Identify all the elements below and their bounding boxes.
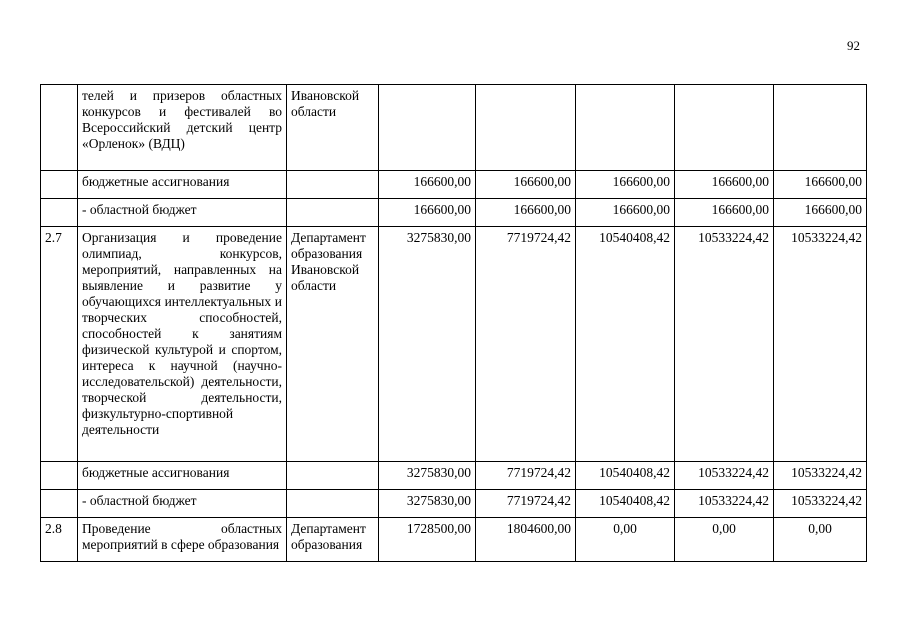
description-cell: телей и призеров областных конкурсов и фестивалей во Всероссийский детский центр «Орленок» (ВДЦ) [78, 85, 287, 171]
value-cell: 166600,00 [476, 171, 576, 199]
value-cell [379, 85, 476, 171]
row-number-cell [41, 462, 78, 490]
value-cell: 0,00 [576, 518, 675, 562]
value-cell: 166600,00 [675, 199, 774, 227]
value-cell: 0,00 [774, 518, 867, 562]
value-cell: 166600,00 [476, 199, 576, 227]
value-cell: 7719724,42 [476, 227, 576, 462]
row-number-cell [41, 171, 78, 199]
value-cell: 3275830,00 [379, 462, 476, 490]
value-cell: 10533224,42 [774, 227, 867, 462]
table-row [41, 462, 867, 490]
value-cell: 7719724,42 [476, 462, 576, 490]
description-cell: бюджетные ассигнования [78, 462, 287, 490]
table-row [41, 518, 867, 562]
value-cell: 1804600,00 [476, 518, 576, 562]
value-cell: 166600,00 [379, 171, 476, 199]
row-number-cell: 2.7 [41, 227, 78, 462]
executor-cell: Департамент образования [287, 518, 379, 562]
table-row [41, 227, 867, 462]
value-cell: 10533224,42 [774, 462, 867, 490]
description-cell: бюджетные ассигнования [78, 171, 287, 199]
value-cell: 10533224,42 [675, 227, 774, 462]
row-number-cell [41, 490, 78, 518]
table-row [41, 85, 867, 171]
value-cell: 10540408,42 [576, 462, 675, 490]
executor-cell [287, 171, 379, 199]
executor-cell [287, 199, 379, 227]
description-cell: Проведение областных мероприятий в сфере образования [78, 518, 287, 562]
value-cell: 7719724,42 [476, 490, 576, 518]
value-cell: 10540408,42 [576, 227, 675, 462]
value-cell: 166600,00 [675, 171, 774, 199]
value-cell: 3275830,00 [379, 227, 476, 462]
executor-cell [287, 490, 379, 518]
executor-cell: Ивановской области [287, 85, 379, 171]
value-cell [476, 85, 576, 171]
value-cell: 10533224,42 [675, 462, 774, 490]
value-cell: 166600,00 [774, 171, 867, 199]
row-number-cell [41, 85, 78, 171]
table-row [41, 199, 867, 227]
value-cell: 166600,00 [576, 171, 675, 199]
description-cell: - областной бюджет [78, 490, 287, 518]
page-number: 92 [847, 38, 860, 53]
value-cell [774, 85, 867, 171]
description-cell: - областной бюджет [78, 199, 287, 227]
executor-cell: Департамент образования Ивановской области [287, 227, 379, 462]
value-cell: 10533224,42 [774, 490, 867, 518]
value-cell: 0,00 [675, 518, 774, 562]
value-cell: 166600,00 [379, 199, 476, 227]
description-cell: Организация и проведение олимпиад, конкурсов, мероприятий, направленных на выявление и развитие у обучающихся интеллектуальных и творческих способностей, способностей к занятиям физической культурой и спортом, интереса к научной (научно-исследовательской) деятельности, творческой деятельности, физкультурно-спортивной деятельности [78, 227, 287, 462]
row-number-cell: 2.8 [41, 518, 78, 562]
row-number-cell [41, 199, 78, 227]
budget-table [40, 84, 867, 562]
executor-cell [287, 462, 379, 490]
value-cell [576, 85, 675, 171]
value-cell: 166600,00 [774, 199, 867, 227]
value-cell: 10540408,42 [576, 490, 675, 518]
value-cell [675, 85, 774, 171]
table-row [41, 171, 867, 199]
value-cell: 1728500,00 [379, 518, 476, 562]
value-cell: 10533224,42 [675, 490, 774, 518]
value-cell: 166600,00 [576, 199, 675, 227]
table-row [41, 490, 867, 518]
value-cell: 3275830,00 [379, 490, 476, 518]
